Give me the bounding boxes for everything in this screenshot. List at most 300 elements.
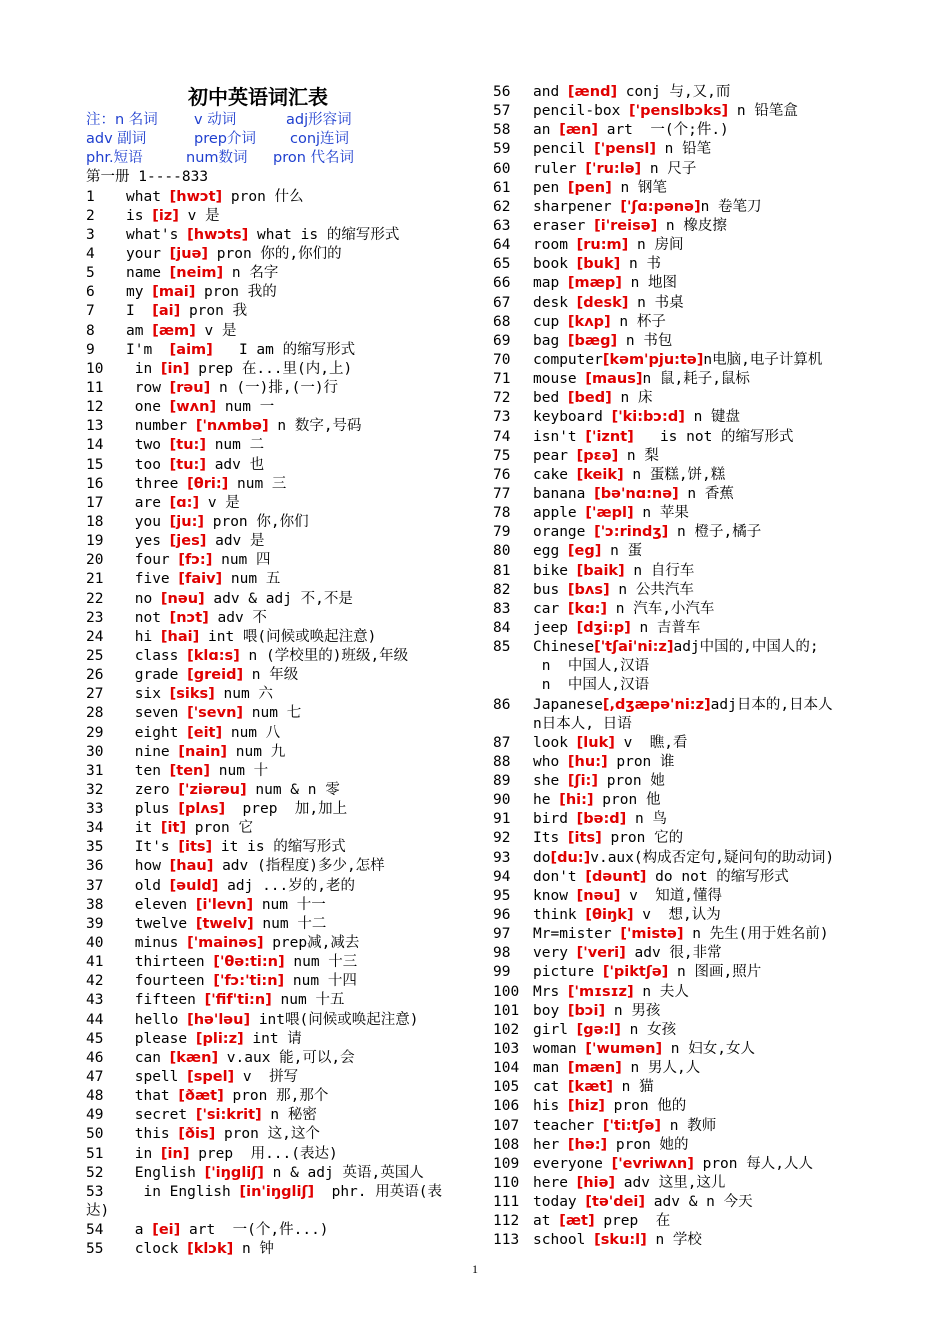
entry-word: what's xyxy=(126,226,188,243)
entry-definition: v 知道,懂得 xyxy=(620,887,723,904)
entry-number: 42 xyxy=(86,973,104,990)
entry-number: 3 xyxy=(86,226,95,243)
entry-definition: n 书桌 xyxy=(628,294,684,311)
entry-definition: prep 用...(表达) xyxy=(189,1145,338,1162)
entry-word: cake xyxy=(533,466,577,483)
entry-definition: n 教师 xyxy=(661,1117,717,1134)
word-entry xyxy=(86,570,470,589)
word-entry xyxy=(86,1106,470,1125)
entry-number: 11 xyxy=(86,379,104,396)
entry-word: bed xyxy=(533,390,568,407)
entry-definition: v 是 xyxy=(199,494,240,511)
entry-word: five xyxy=(126,571,179,588)
entry-definition: prep减,减去 xyxy=(263,935,360,952)
legend-row-3 xyxy=(86,149,470,168)
entry-definition: n 年级 xyxy=(243,667,299,684)
entry-phonetic: [keik] xyxy=(576,466,624,483)
entry-phonetic: [twelv] xyxy=(195,915,254,932)
entry-phonetic: ['penslbɔks] xyxy=(629,103,729,120)
word-entry xyxy=(86,704,470,723)
word-entry xyxy=(86,628,470,647)
entry-definition: n 学校 xyxy=(646,1232,702,1249)
word-entry xyxy=(493,829,873,848)
entry-definition: num 十四 xyxy=(284,973,357,990)
entry-word: not xyxy=(126,609,170,626)
entry-phonetic: [kɑ:] xyxy=(567,600,607,617)
entry-extra-line: n 中国人,汉语 xyxy=(533,677,650,694)
entry-number: 85 xyxy=(493,639,511,656)
entry-word: thirteen xyxy=(126,954,214,971)
entry-word: no xyxy=(126,590,161,607)
entry-definition: adv & adj 不,不是 xyxy=(204,590,353,607)
entry-definition: pron 他的 xyxy=(604,1098,687,1115)
entry-definition: adv (指程度)多少,怎样 xyxy=(213,858,385,875)
entry-phonetic: ['mɪsɪz] xyxy=(567,983,634,1000)
entry-phonetic: ['tʃai'ni:z] xyxy=(594,639,674,656)
entry-word: Japanese xyxy=(533,696,603,713)
word-entry xyxy=(86,762,470,781)
word-entry xyxy=(86,647,470,666)
entry-definition: it is 的缩写形式 xyxy=(212,839,346,856)
entry-phonetic: [bæg] xyxy=(567,332,618,349)
entry-word: is xyxy=(126,207,153,224)
word-entry xyxy=(493,140,873,159)
entry-definition: int 请 xyxy=(243,1030,302,1047)
entry-word: and xyxy=(533,84,568,100)
entry-definition: adv 不 xyxy=(208,609,267,626)
entry-definition: num 八 xyxy=(222,724,281,741)
entry-word: man xyxy=(533,1060,568,1077)
entry-extra-line: n日本人, 日语 xyxy=(533,715,632,732)
entry-word: hi xyxy=(126,628,161,645)
entry-number: 103 xyxy=(493,1041,520,1058)
word-entry xyxy=(493,887,873,906)
entry-phonetic: ['mistə] xyxy=(620,926,684,943)
entry-word: one xyxy=(126,399,170,416)
entry-definition: n & adj 英语,英国人 xyxy=(263,1164,424,1181)
entry-phonetic: [mæp] xyxy=(567,275,622,292)
entry-word: apple xyxy=(533,505,586,522)
entry-phonetic: [θiŋk] xyxy=(585,907,634,924)
entry-definition: n 自行车 xyxy=(624,562,695,579)
word-entry xyxy=(86,436,470,455)
legend-item: 注：n 名词 xyxy=(86,112,158,128)
right-word-list xyxy=(493,83,873,1251)
entry-number: 26 xyxy=(86,667,104,684)
word-entry xyxy=(86,1049,470,1068)
entry-definition: pron 每人,人人 xyxy=(693,1155,813,1172)
entry-phonetic: [luk] xyxy=(576,734,615,751)
entry-word: Chinese xyxy=(533,639,595,656)
entry-definition: adj ...岁的,老的 xyxy=(218,877,355,894)
word-entry xyxy=(86,322,470,341)
word-entry xyxy=(86,781,470,800)
word-entry xyxy=(493,1212,873,1231)
word-entry xyxy=(493,562,873,581)
word-entry xyxy=(493,1059,873,1078)
word-entry xyxy=(86,1011,470,1030)
entry-phonetic: [neim] xyxy=(169,265,224,282)
entry-definition: pron 谁 xyxy=(607,753,675,770)
entry-definition: n 橡皮擦 xyxy=(657,217,727,234)
entry-continuation: 达) xyxy=(86,1203,110,1220)
entry-number: 35 xyxy=(86,839,104,856)
entry-definition: prep 加,加上 xyxy=(225,801,348,818)
entry-definition: art 一(个;件.) xyxy=(597,122,729,139)
entry-number: 30 xyxy=(86,743,104,760)
entry-number: 48 xyxy=(86,1088,104,1105)
entry-number: 50 xyxy=(86,1126,104,1143)
entry-definition: n 秘密 xyxy=(261,1107,317,1124)
word-entry xyxy=(86,1087,470,1106)
entry-number: 53 xyxy=(86,1183,104,1200)
word-entry xyxy=(493,810,873,829)
entry-definition: num 一 xyxy=(216,399,275,416)
entry-definition: n 梨 xyxy=(618,447,659,464)
entry-word: ten xyxy=(126,762,170,779)
entry-phonetic: [ju:] xyxy=(169,513,205,530)
entry-word: secret xyxy=(126,1107,196,1124)
entry-definition: num 十 xyxy=(210,762,269,779)
entry-word: his xyxy=(533,1098,568,1115)
word-entry xyxy=(86,666,470,685)
entry-phonetic: [dʒi:p] xyxy=(576,619,631,636)
entry-phonetic: [buk] xyxy=(576,256,621,273)
entry-phonetic: ['ti:tʃə] xyxy=(602,1117,662,1134)
entry-definition: num 十五 xyxy=(271,992,345,1009)
entry-word: what xyxy=(126,188,170,205)
word-entry xyxy=(493,1231,873,1250)
entry-number: 55 xyxy=(86,1241,104,1258)
entry-word: room xyxy=(533,237,577,254)
entry-phonetic: [bə:d] xyxy=(576,811,627,828)
word-entry xyxy=(86,188,470,207)
entry-word: sharpener xyxy=(533,198,621,215)
entry-definition: is not 的缩写形式 xyxy=(633,428,794,445)
legend-item: adj形容词 xyxy=(286,112,352,128)
entry-definition: do not 的缩写形式 xyxy=(646,868,789,885)
entry-number: 101 xyxy=(493,1002,520,1019)
entry-number: 54 xyxy=(86,1222,104,1239)
word-entry xyxy=(86,532,470,551)
entry-definition: n 钟 xyxy=(233,1241,274,1258)
entry-definition: num & n 零 xyxy=(246,781,340,798)
entry-phonetic: [nɔt] xyxy=(169,609,209,626)
entry-number: 73 xyxy=(493,409,511,426)
entry-definition: n 书包 xyxy=(617,332,673,349)
word-entry xyxy=(86,283,470,302)
entry-number: 107 xyxy=(493,1117,520,1134)
entry-number: 8 xyxy=(86,322,95,339)
word-entry xyxy=(493,600,873,619)
word-entry xyxy=(493,389,873,408)
entry-phonetic: [in'iŋgliʃ] xyxy=(239,1183,315,1200)
entry-word: egg xyxy=(533,543,568,560)
entry-phonetic: [hu:] xyxy=(567,753,608,770)
entry-phonetic: [mai] xyxy=(152,284,196,301)
entry-definition: conj 与,又,而 xyxy=(617,84,731,100)
entry-phonetic: [gə:l] xyxy=(576,1021,621,1038)
entry-phonetic: [ru:m] xyxy=(576,237,629,254)
entry-definition: n 橙子,橘子 xyxy=(668,524,762,541)
word-entry xyxy=(86,953,470,972)
entry-number: 79 xyxy=(493,524,511,541)
entry-definition: n 男人,人 xyxy=(621,1060,701,1077)
entry-number: 65 xyxy=(493,256,511,273)
entry-number: 68 xyxy=(493,313,511,330)
entry-word: spell xyxy=(126,1069,188,1086)
entry-phonetic: [rəu] xyxy=(169,379,211,396)
entry-phonetic: ['ziərəu] xyxy=(178,781,247,798)
entry-definition: prep 在...里(内,上) xyxy=(189,360,353,377)
entry-phonetic: ['evriwʌn] xyxy=(611,1155,694,1172)
entry-word: think xyxy=(533,907,586,924)
entry-number: 2 xyxy=(86,207,95,224)
entry-definition: num 五 xyxy=(222,571,281,588)
entry-word: jeep xyxy=(533,619,577,636)
page-number: 1 xyxy=(472,1262,478,1276)
entry-word: eight xyxy=(126,724,188,741)
entry-phonetic: [aim] xyxy=(169,341,213,358)
entry-number: 1 xyxy=(86,188,95,205)
entry-number: 29 xyxy=(86,724,104,741)
word-entry xyxy=(493,1021,873,1040)
entry-definition: n 键盘 xyxy=(684,409,741,426)
entry-word: desk xyxy=(533,294,577,311)
entry-word: school xyxy=(533,1232,595,1249)
entry-phonetic: [θri:] xyxy=(187,475,229,492)
entry-number: 41 xyxy=(86,954,104,971)
entry-definition: n 铅笔 xyxy=(655,141,712,158)
word-entry xyxy=(86,494,470,513)
word-entry xyxy=(493,868,873,887)
entry-definition: adj中国的,中国人的; xyxy=(673,639,819,656)
entry-definition: v 拼写 xyxy=(234,1069,299,1086)
entry-word: Its xyxy=(533,830,568,847)
entry-definition: n (学校里的)班级,年级 xyxy=(239,647,409,664)
entry-definition: n 汽车,小汽车 xyxy=(607,600,715,617)
word-entry xyxy=(493,274,873,293)
word-entry xyxy=(86,1221,470,1240)
word-entry xyxy=(493,753,873,772)
entry-phonetic: ['iznt] xyxy=(585,428,634,445)
entry-number: 98 xyxy=(493,945,511,962)
entry-number: 5 xyxy=(86,265,95,282)
entry-phonetic: [bɔi] xyxy=(567,1002,606,1019)
entry-number: 61 xyxy=(493,179,511,196)
word-entry xyxy=(86,341,470,360)
entry-phonetic: [ai] xyxy=(152,303,181,320)
entry-number: 87 xyxy=(493,734,511,751)
entry-number: 45 xyxy=(86,1030,104,1047)
word-entry xyxy=(86,513,470,532)
entry-word: girl xyxy=(533,1021,577,1038)
legend-row-1 xyxy=(86,111,470,130)
entry-word: in English xyxy=(126,1183,240,1200)
entry-definition: n 香蕉 xyxy=(678,485,734,502)
entry-number: 33 xyxy=(86,801,104,818)
word-entry xyxy=(493,160,873,179)
entry-word: eleven xyxy=(126,896,196,913)
entry-word: cup xyxy=(533,313,568,330)
entry-phonetic: [pli:z] xyxy=(195,1030,244,1047)
entry-word: banana xyxy=(533,485,595,502)
entry-word: at xyxy=(533,1213,560,1230)
entry-phonetic: ['pensl] xyxy=(594,141,656,158)
entry-phonetic: [ðis] xyxy=(178,1126,216,1143)
word-entry xyxy=(86,456,470,475)
entry-definition: n 鸟 xyxy=(626,811,668,828)
legend-item: phr.短语 xyxy=(86,150,143,167)
entry-word: English xyxy=(126,1164,205,1181)
word-entry xyxy=(493,542,873,561)
word-entry xyxy=(493,179,873,198)
entry-word: are xyxy=(126,494,170,511)
entry-phonetic: [i'levn] xyxy=(195,896,254,913)
entry-phonetic: [ei] xyxy=(152,1222,181,1239)
word-entry xyxy=(493,772,873,791)
entry-definition: n 蛋 xyxy=(601,543,643,560)
entry-word: hello xyxy=(126,1011,188,1028)
entry-number: 7 xyxy=(86,303,95,320)
entry-phonetic: ['ʃɑ:pənə] xyxy=(620,198,701,215)
entry-number: 12 xyxy=(86,399,104,416)
word-entry xyxy=(493,217,873,236)
word-entry xyxy=(86,264,470,283)
word-entry xyxy=(493,447,873,466)
word-entry xyxy=(86,1164,470,1183)
entry-number: 76 xyxy=(493,466,511,483)
word-entry xyxy=(86,245,470,264)
word-entry xyxy=(493,255,873,274)
word-entry xyxy=(493,83,873,102)
entry-word: class xyxy=(126,647,188,664)
entry-definition: what is 的缩写形式 xyxy=(248,226,400,243)
word-entry xyxy=(86,800,470,819)
entry-definition: n 女孩 xyxy=(620,1021,677,1038)
entry-word: teacher xyxy=(533,1117,603,1134)
entry-phonetic: [pεə] xyxy=(576,447,619,464)
word-entry xyxy=(86,226,470,245)
entry-word: cat xyxy=(533,1079,568,1096)
entry-number: 110 xyxy=(493,1175,520,1192)
word-entry xyxy=(86,896,470,915)
word-entry xyxy=(493,485,873,504)
entry-phonetic: [du:] xyxy=(550,849,591,866)
entry-word: name xyxy=(126,265,170,282)
word-entry xyxy=(493,294,873,313)
entry-number: 13 xyxy=(86,418,104,435)
word-entry xyxy=(86,915,470,934)
entry-phonetic: [hə:] xyxy=(567,1136,608,1153)
entry-number: 64 xyxy=(493,237,511,254)
entry-number: 109 xyxy=(493,1155,520,1172)
entry-phonetic: [it] xyxy=(160,820,187,837)
entry-number: 34 xyxy=(86,820,104,837)
entry-number: 99 xyxy=(493,964,511,981)
word-entry xyxy=(493,638,873,657)
entry-definition: pron 她的 xyxy=(607,1136,689,1153)
entry-word: It's xyxy=(126,839,179,856)
entry-phonetic: [tu:] xyxy=(169,456,206,473)
entry-word: row xyxy=(126,379,170,396)
entry-word: map xyxy=(533,275,568,292)
word-entry xyxy=(493,1136,873,1155)
word-entry xyxy=(493,1174,873,1193)
entry-phonetic: [æn] xyxy=(559,122,598,139)
word-entry xyxy=(493,1002,873,1021)
entry-phonetic: [its] xyxy=(178,839,213,856)
entry-number: 67 xyxy=(493,294,511,311)
entry-definition: pron 她 xyxy=(597,773,665,790)
entry-definition: n 数字,号码 xyxy=(268,418,362,435)
entry-phonetic: [faiv] xyxy=(178,571,223,588)
entry-phonetic: ['ɔ:rindʒ] xyxy=(594,524,669,541)
entry-phonetic: [ʃi:] xyxy=(567,773,598,790)
entry-definition: adv & n 今天 xyxy=(645,1194,753,1211)
entry-definition: adv 是 xyxy=(206,533,265,550)
entry-phonetic: [maus] xyxy=(585,371,643,388)
entry-number: 14 xyxy=(86,437,104,454)
entry-definition: adv 这里,这儿 xyxy=(615,1175,726,1192)
word-entry xyxy=(493,983,873,1002)
right-column xyxy=(493,83,873,1251)
word-entry xyxy=(493,581,873,600)
word-entry xyxy=(86,838,470,857)
entry-number: 23 xyxy=(86,609,104,626)
word-entry xyxy=(493,313,873,332)
entry-phonetic: [,dʒæpə'ni:z] xyxy=(602,696,711,713)
entry-word: pen xyxy=(533,179,568,196)
entry-number: 66 xyxy=(493,275,511,292)
entry-number: 18 xyxy=(86,513,104,530)
entry-definition: pron 你的,你们的 xyxy=(208,245,342,262)
entry-number: 97 xyxy=(493,926,511,943)
entry-definition: int 喂(问候或唤起注意) xyxy=(199,628,377,645)
entry-number: 84 xyxy=(493,619,511,636)
entry-word: computer xyxy=(533,351,603,368)
entry-word: bus xyxy=(533,581,568,598)
entry-word: look xyxy=(533,734,577,751)
word-entry xyxy=(493,504,873,523)
entry-number: 9 xyxy=(86,341,95,358)
entry-phonetic: [ten] xyxy=(169,762,210,779)
entry-phonetic: [bed] xyxy=(567,390,612,407)
entry-phonetic: ['ki:bɔ:d] xyxy=(611,409,685,426)
entry-definition: n 尺子 xyxy=(641,160,697,177)
entry-number: 106 xyxy=(493,1098,520,1115)
entry-word: pencil-box xyxy=(533,103,630,120)
word-entry xyxy=(493,849,873,868)
word-entry xyxy=(493,428,873,447)
entry-number: 104 xyxy=(493,1060,520,1077)
entry-number: 95 xyxy=(493,887,511,904)
entry-phonetic: ['sevn] xyxy=(187,705,244,722)
word-entry xyxy=(493,236,873,255)
entry-definition: n 地图 xyxy=(621,275,678,292)
entry-phonetic: [tu:] xyxy=(169,437,206,454)
word-entry xyxy=(493,370,873,389)
entry-number: 51 xyxy=(86,1145,104,1162)
entry-phonetic: [spel] xyxy=(187,1069,235,1086)
entry-number: 4 xyxy=(86,245,95,262)
word-entry xyxy=(493,198,873,217)
entry-number: 78 xyxy=(493,505,511,522)
entry-phonetic: ['iŋgliʃ] xyxy=(204,1164,264,1181)
entry-phonetic: [tə'dei] xyxy=(585,1194,646,1211)
entry-word: who xyxy=(533,753,568,770)
word-entry xyxy=(493,332,873,351)
